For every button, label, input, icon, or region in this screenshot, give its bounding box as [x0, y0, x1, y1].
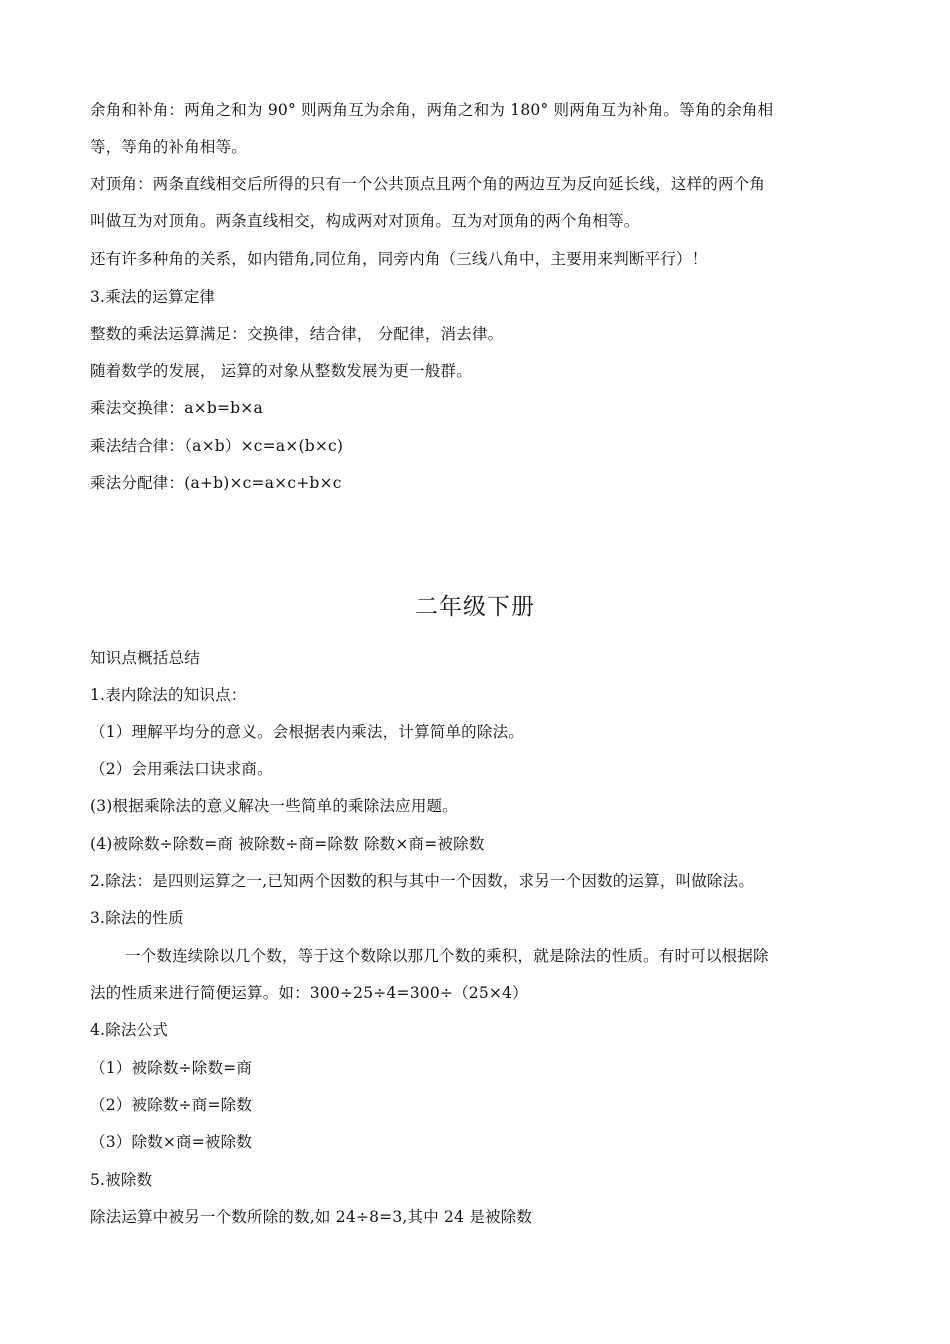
associative-law: 乘法结合律：（a×b）×c=a×(b×c)	[90, 437, 344, 455]
list-item: (3)根据乘除法的意义解决一些简单的乘除法应用题。	[90, 797, 458, 815]
math-development-text: 随着数学的发展， 运算的对象从整数发展为更一般群。	[90, 362, 472, 380]
summary-heading: 知识点概括总结	[90, 649, 200, 667]
division-definition: 2.除法：是四则运算之一,已知两个因数的积与其中一个因数，求另一个因数的运算，叫做除法。	[90, 872, 755, 890]
dividend-definition: 除法运算中被另一个数所除的数,如 24÷8=3,其中 24 是被除数	[90, 1208, 533, 1226]
distributive-law: 乘法分配律：(a+b)×c=a×c+b×c	[90, 474, 342, 492]
complementary-supplementary-angles-text: 余角和补角：两角之和为 90° 则两角互为余角，两角之和为 180° 则两角互为补角。等角的余角相	[90, 101, 774, 119]
list-item: （1）被除数÷除数=商	[90, 1059, 253, 1077]
list-item: (4)被除数÷除数=商 被除数÷商=除数 除数×商=被除数	[90, 835, 485, 853]
vertical-angles-text: 对顶角：两条直线相交后所得的只有一个公共顶点且两个角的两边互为反向延长线，这样的两个角	[90, 175, 766, 193]
vertical-angles-text-cont: 叫做互为对顶角。两条直线相交，构成两对对顶角。互为对顶角的两个角相等。	[90, 212, 640, 230]
list-item: （3）除数×商=被除数	[90, 1133, 253, 1151]
commutative-law: 乘法交换律：a×b=b×a	[90, 399, 263, 417]
multiplication-laws-heading: 3.乘法的运算定律	[90, 288, 216, 306]
division-formula-heading: 4.除法公式	[90, 1021, 168, 1039]
dividend-heading: 5.被除数	[90, 1171, 153, 1189]
complementary-supplementary-angles-text-cont: 等，等角的补角相等。	[90, 138, 248, 156]
list-item: （1）理解平均分的意义。会根据表内乘法，计算简单的除法。	[90, 723, 524, 741]
list-item: （2）被除数÷商=除数	[90, 1096, 253, 1114]
list-item: （2）会用乘法口诀求商。	[90, 760, 273, 778]
division-properties-text: 一个数连续除以几个数，等于这个数除以那几个数的乘积，就是除法的性质。有时可以根据除	[125, 947, 769, 965]
division-properties-heading: 3.除法的性质	[90, 909, 184, 927]
section-title: 二年级下册	[415, 594, 535, 620]
division-properties-text-cont: 法的性质来进行简便运算。如：300÷25÷4=300÷（25×4）	[90, 984, 528, 1002]
angle-relations-text: 还有许多种角的关系，如内错角,同位角，同旁内角（三线八角中，主要用来判断平行）！	[90, 250, 708, 268]
multiplication-laws-intro: 整数的乘法运算满足：交换律，结合律， 分配律，消去律。	[90, 325, 504, 343]
table-division-heading: 1.表内除法的知识点：	[90, 686, 247, 704]
